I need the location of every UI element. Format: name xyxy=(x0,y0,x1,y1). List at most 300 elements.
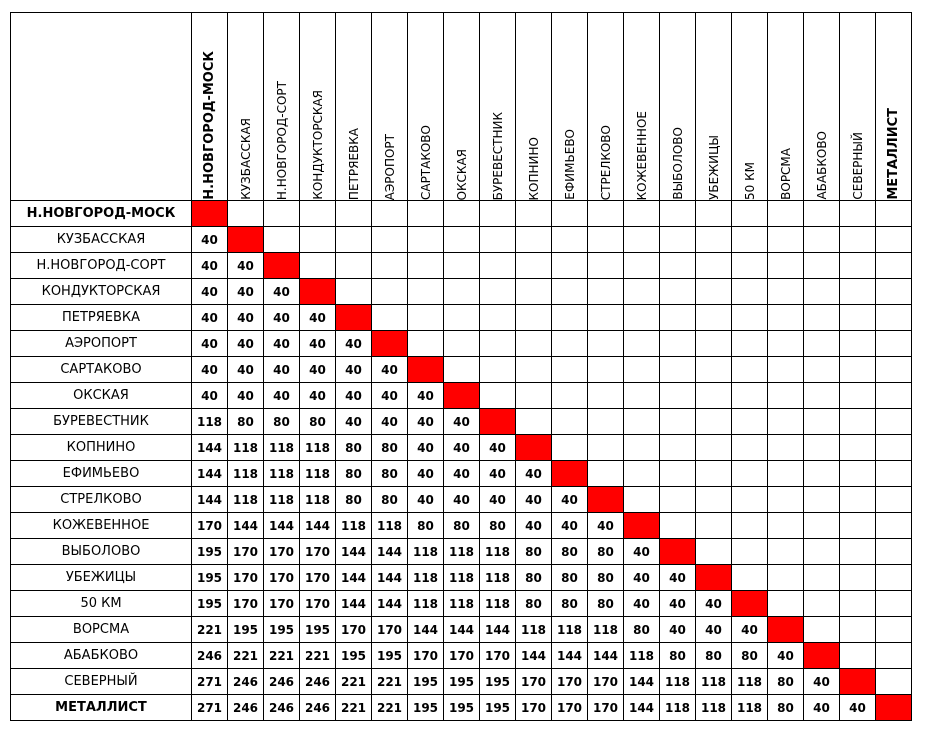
empty-cell xyxy=(696,201,732,227)
fare-cell: 246 xyxy=(264,669,300,695)
fare-cell: 118 xyxy=(516,617,552,643)
diagonal-cell xyxy=(480,409,516,435)
table-row xyxy=(11,227,912,253)
empty-cell xyxy=(876,305,912,331)
fare-cell: 144 xyxy=(192,461,228,487)
column-header-1 xyxy=(192,13,228,201)
fare-cell: 118 xyxy=(264,435,300,461)
fare-cell: 170 xyxy=(264,539,300,565)
empty-cell xyxy=(552,435,588,461)
fare-cell: 144 xyxy=(300,513,336,539)
fare-cell: 80 xyxy=(372,461,408,487)
fare-cell: 170 xyxy=(372,617,408,643)
fare-cell: 118 xyxy=(660,669,696,695)
empty-cell xyxy=(660,279,696,305)
diagonal-cell xyxy=(696,565,732,591)
empty-cell xyxy=(732,565,768,591)
column-header-label: БУРЕВЕСТНИК xyxy=(490,111,505,200)
empty-cell xyxy=(228,201,264,227)
empty-cell xyxy=(732,539,768,565)
empty-cell xyxy=(804,617,840,643)
empty-cell xyxy=(768,487,804,513)
fare-cell: 144 xyxy=(516,643,552,669)
table-row xyxy=(11,487,912,513)
fare-cell: 40 xyxy=(228,331,264,357)
fare-cell: 144 xyxy=(624,695,660,721)
empty-cell xyxy=(768,461,804,487)
empty-cell xyxy=(804,227,840,253)
fare-cell: 80 xyxy=(624,617,660,643)
empty-cell xyxy=(480,383,516,409)
diagonal-cell xyxy=(804,643,840,669)
column-header-label: ВОРСМА xyxy=(778,148,793,200)
empty-cell xyxy=(624,409,660,435)
empty-cell xyxy=(876,201,912,227)
diagonal-cell xyxy=(408,357,444,383)
empty-cell xyxy=(660,201,696,227)
empty-cell xyxy=(768,513,804,539)
empty-cell xyxy=(552,227,588,253)
empty-cell xyxy=(516,331,552,357)
fare-cell: 118 xyxy=(552,617,588,643)
empty-cell xyxy=(552,201,588,227)
fare-cell: 40 xyxy=(228,279,264,305)
fare-cell: 246 xyxy=(228,695,264,721)
fare-cell: 80 xyxy=(336,435,372,461)
row-header-label: ВЫБОЛОВО xyxy=(11,539,192,565)
empty-cell xyxy=(804,409,840,435)
empty-cell xyxy=(696,435,732,461)
fare-cell: 80 xyxy=(588,591,624,617)
fare-cell: 144 xyxy=(192,435,228,461)
row-header-label: Н.НОВГОРОД-МОСК xyxy=(11,201,192,227)
column-header-label: МЕТАЛЛИСТ xyxy=(886,108,901,200)
column-header-13 xyxy=(624,13,660,201)
fare-cell: 195 xyxy=(300,617,336,643)
diagonal-cell xyxy=(768,617,804,643)
empty-cell xyxy=(768,383,804,409)
table-row xyxy=(11,695,912,721)
empty-cell xyxy=(480,279,516,305)
fare-cell: 246 xyxy=(228,669,264,695)
empty-cell xyxy=(444,279,480,305)
diagonal-cell xyxy=(264,253,300,279)
fare-cell: 40 xyxy=(444,435,480,461)
empty-cell xyxy=(696,409,732,435)
row-header-label: ПЕТРЯЕВКА xyxy=(11,305,192,331)
column-header-14 xyxy=(660,13,696,201)
fare-cell: 40 xyxy=(480,461,516,487)
diagonal-cell xyxy=(552,461,588,487)
fare-cell: 40 xyxy=(696,591,732,617)
empty-cell xyxy=(804,565,840,591)
fare-cell: 40 xyxy=(228,253,264,279)
empty-cell xyxy=(372,253,408,279)
empty-cell xyxy=(768,539,804,565)
column-header-5 xyxy=(336,13,372,201)
fare-cell: 118 xyxy=(444,539,480,565)
empty-cell xyxy=(336,201,372,227)
fare-cell: 80 xyxy=(660,643,696,669)
empty-cell xyxy=(588,227,624,253)
fare-cell: 40 xyxy=(264,331,300,357)
fare-cell: 170 xyxy=(336,617,372,643)
fare-cell: 246 xyxy=(192,643,228,669)
empty-cell xyxy=(840,409,876,435)
empty-cell xyxy=(696,331,732,357)
fare-cell: 80 xyxy=(768,695,804,721)
empty-cell xyxy=(552,409,588,435)
fare-cell: 118 xyxy=(588,617,624,643)
fare-cell: 40 xyxy=(840,695,876,721)
table-row xyxy=(11,565,912,591)
fare-cell: 40 xyxy=(660,617,696,643)
diagonal-cell xyxy=(300,279,336,305)
table-row xyxy=(11,461,912,487)
diagonal-cell xyxy=(840,669,876,695)
column-header-10 xyxy=(516,13,552,201)
row-header-label: КУЗБАССКАЯ xyxy=(11,227,192,253)
column-header-11 xyxy=(552,13,588,201)
empty-cell xyxy=(732,513,768,539)
empty-cell xyxy=(876,227,912,253)
empty-cell xyxy=(696,305,732,331)
empty-cell xyxy=(552,331,588,357)
fare-cell: 40 xyxy=(372,383,408,409)
column-header-label: ОКСКАЯ xyxy=(454,148,469,200)
row-header-label: КОЖЕВЕННОЕ xyxy=(11,513,192,539)
column-header-label: УБЕЖИЦЫ xyxy=(706,135,721,200)
empty-cell xyxy=(588,435,624,461)
fare-cell: 144 xyxy=(408,617,444,643)
empty-cell xyxy=(660,383,696,409)
table-row xyxy=(11,357,912,383)
diagonal-cell xyxy=(876,695,912,721)
fare-cell: 40 xyxy=(192,305,228,331)
fare-cell: 144 xyxy=(444,617,480,643)
empty-cell xyxy=(804,279,840,305)
fare-cell: 144 xyxy=(372,591,408,617)
fare-cell: 144 xyxy=(336,591,372,617)
fare-cell: 221 xyxy=(336,695,372,721)
empty-cell xyxy=(372,227,408,253)
column-header-8 xyxy=(444,13,480,201)
fare-cell: 271 xyxy=(192,669,228,695)
empty-cell xyxy=(444,201,480,227)
empty-cell xyxy=(768,331,804,357)
fare-cell: 40 xyxy=(300,331,336,357)
empty-cell xyxy=(336,253,372,279)
fare-cell: 40 xyxy=(516,487,552,513)
column-header-16 xyxy=(732,13,768,201)
fare-cell: 118 xyxy=(372,513,408,539)
column-header-label: АБАБКОВО xyxy=(814,131,829,200)
empty-cell xyxy=(840,305,876,331)
empty-cell xyxy=(732,331,768,357)
fare-cell: 170 xyxy=(516,695,552,721)
fare-cell: 195 xyxy=(264,617,300,643)
fare-cell: 40 xyxy=(336,383,372,409)
empty-cell xyxy=(876,487,912,513)
empty-cell xyxy=(624,253,660,279)
fare-cell: 40 xyxy=(408,487,444,513)
diagonal-cell xyxy=(732,591,768,617)
fare-cell: 170 xyxy=(552,695,588,721)
empty-cell xyxy=(516,227,552,253)
fare-cell: 144 xyxy=(588,643,624,669)
empty-cell xyxy=(624,279,660,305)
empty-cell xyxy=(696,227,732,253)
empty-cell xyxy=(840,487,876,513)
fare-cell: 80 xyxy=(732,643,768,669)
fare-cell: 195 xyxy=(444,695,480,721)
empty-cell xyxy=(588,409,624,435)
column-header-6 xyxy=(372,13,408,201)
fare-cell: 80 xyxy=(552,565,588,591)
empty-cell xyxy=(264,227,300,253)
empty-cell xyxy=(732,305,768,331)
fare-cell: 40 xyxy=(804,669,840,695)
empty-cell xyxy=(876,357,912,383)
fare-cell: 118 xyxy=(264,461,300,487)
fare-cell: 170 xyxy=(192,513,228,539)
empty-cell xyxy=(768,357,804,383)
empty-cell xyxy=(840,513,876,539)
empty-cell xyxy=(804,331,840,357)
empty-cell xyxy=(660,487,696,513)
empty-cell xyxy=(444,305,480,331)
fare-cell: 40 xyxy=(444,461,480,487)
row-header-label: КОПНИНО xyxy=(11,435,192,461)
fare-cell: 40 xyxy=(408,435,444,461)
fare-cell: 118 xyxy=(732,669,768,695)
empty-cell xyxy=(840,201,876,227)
empty-cell xyxy=(840,331,876,357)
column-header-19 xyxy=(840,13,876,201)
empty-cell xyxy=(408,331,444,357)
empty-cell xyxy=(480,305,516,331)
empty-cell xyxy=(480,331,516,357)
column-header-label: СТРЕЛКОВО xyxy=(598,124,613,200)
empty-cell xyxy=(624,331,660,357)
column-header-18 xyxy=(804,13,840,201)
fare-cell: 144 xyxy=(480,617,516,643)
empty-cell xyxy=(408,305,444,331)
fare-cell: 80 xyxy=(264,409,300,435)
fare-cell: 80 xyxy=(336,487,372,513)
fare-cell: 40 xyxy=(552,513,588,539)
table-row xyxy=(11,591,912,617)
fare-cell: 40 xyxy=(192,383,228,409)
fare-cell: 118 xyxy=(696,669,732,695)
empty-cell xyxy=(876,331,912,357)
fare-cell: 40 xyxy=(372,357,408,383)
fare-cell: 144 xyxy=(372,565,408,591)
empty-cell xyxy=(480,357,516,383)
empty-cell xyxy=(876,669,912,695)
fare-cell: 40 xyxy=(228,383,264,409)
empty-cell xyxy=(840,643,876,669)
empty-cell xyxy=(300,227,336,253)
fare-cell: 195 xyxy=(372,643,408,669)
fare-cell: 80 xyxy=(444,513,480,539)
empty-cell xyxy=(768,227,804,253)
empty-cell xyxy=(876,461,912,487)
empty-cell xyxy=(336,227,372,253)
table-row xyxy=(11,669,912,695)
empty-cell xyxy=(732,253,768,279)
fare-cell: 170 xyxy=(300,565,336,591)
fare-cell: 221 xyxy=(192,617,228,643)
empty-cell xyxy=(624,357,660,383)
fare-cell: 195 xyxy=(408,669,444,695)
diagonal-cell xyxy=(516,435,552,461)
empty-cell xyxy=(408,227,444,253)
fare-cell: 118 xyxy=(444,591,480,617)
empty-cell xyxy=(588,357,624,383)
empty-cell xyxy=(660,513,696,539)
fare-cell: 40 xyxy=(264,357,300,383)
empty-cell xyxy=(768,565,804,591)
empty-cell xyxy=(336,279,372,305)
fare-cell: 195 xyxy=(408,695,444,721)
fare-cell: 80 xyxy=(372,435,408,461)
empty-cell xyxy=(732,227,768,253)
empty-cell xyxy=(264,201,300,227)
empty-cell xyxy=(768,279,804,305)
column-header-9 xyxy=(480,13,516,201)
empty-cell xyxy=(552,279,588,305)
fare-cell: 80 xyxy=(300,409,336,435)
fare-cell: 170 xyxy=(408,643,444,669)
diagonal-cell xyxy=(588,487,624,513)
empty-cell xyxy=(660,253,696,279)
column-header-label: КОПНИНО xyxy=(526,136,541,200)
empty-cell xyxy=(516,409,552,435)
fare-cell: 221 xyxy=(336,669,372,695)
empty-cell xyxy=(876,383,912,409)
row-header-label: СЕВЕРНЫЙ xyxy=(11,669,192,695)
fare-cell: 271 xyxy=(192,695,228,721)
fare-cell: 40 xyxy=(444,409,480,435)
column-header-label: КУЗБАССКАЯ xyxy=(238,118,253,200)
column-header-label: 50 КМ xyxy=(742,162,757,200)
fare-cell: 40 xyxy=(408,461,444,487)
empty-cell xyxy=(840,539,876,565)
fare-cell: 118 xyxy=(444,565,480,591)
fare-cell: 40 xyxy=(408,383,444,409)
column-header-label: ВЫБОЛОВО xyxy=(670,127,685,200)
fare-cell: 80 xyxy=(372,487,408,513)
column-header-label: КОНДУКТОРСКАЯ xyxy=(310,90,325,200)
row-header-label: КОНДУКТОРСКАЯ xyxy=(11,279,192,305)
empty-cell xyxy=(408,253,444,279)
fare-cell: 170 xyxy=(264,591,300,617)
empty-cell xyxy=(840,253,876,279)
fare-cell: 118 xyxy=(480,565,516,591)
fare-cell: 80 xyxy=(552,591,588,617)
column-header-7 xyxy=(408,13,444,201)
column-header-15 xyxy=(696,13,732,201)
empty-cell xyxy=(588,305,624,331)
fare-cell: 221 xyxy=(264,643,300,669)
column-header-20 xyxy=(876,13,912,201)
fare-cell: 170 xyxy=(516,669,552,695)
empty-cell xyxy=(876,643,912,669)
empty-cell xyxy=(840,591,876,617)
table-row xyxy=(11,513,912,539)
table-row xyxy=(11,617,912,643)
diagonal-cell xyxy=(444,383,480,409)
column-header-label: АЭРОПОРТ xyxy=(382,133,397,200)
fare-cell: 80 xyxy=(588,565,624,591)
empty-cell xyxy=(624,227,660,253)
row-header-label: БУРЕВЕСТНИК xyxy=(11,409,192,435)
table-row xyxy=(11,201,912,227)
column-header-label: Н.НОВГОРОД-СОРТ xyxy=(274,80,289,200)
fare-cell: 144 xyxy=(372,539,408,565)
fare-cell: 118 xyxy=(408,539,444,565)
fare-cell: 40 xyxy=(516,513,552,539)
fare-cell: 195 xyxy=(192,539,228,565)
empty-cell xyxy=(480,253,516,279)
fare-cell: 40 xyxy=(192,253,228,279)
empty-cell xyxy=(768,201,804,227)
fare-cell: 80 xyxy=(588,539,624,565)
empty-cell xyxy=(660,461,696,487)
empty-cell xyxy=(768,435,804,461)
fare-cell: 40 xyxy=(264,383,300,409)
fare-cell: 40 xyxy=(732,617,768,643)
fare-cell: 80 xyxy=(696,643,732,669)
fare-cell: 40 xyxy=(624,565,660,591)
row-header-label: АЭРОПОРТ xyxy=(11,331,192,357)
fare-cell: 118 xyxy=(624,643,660,669)
fare-cell: 221 xyxy=(372,669,408,695)
empty-cell xyxy=(372,305,408,331)
fare-cell: 40 xyxy=(480,487,516,513)
fare-cell: 80 xyxy=(552,539,588,565)
row-header-label: ЕФИМЬЕВО xyxy=(11,461,192,487)
row-header-label: 50 КМ xyxy=(11,591,192,617)
empty-cell xyxy=(840,357,876,383)
row-header-label: САРТАКОВО xyxy=(11,357,192,383)
empty-cell xyxy=(552,383,588,409)
fare-cell: 170 xyxy=(588,669,624,695)
empty-cell xyxy=(768,409,804,435)
fare-cell: 246 xyxy=(300,695,336,721)
empty-cell xyxy=(696,279,732,305)
fare-cell: 40 xyxy=(336,331,372,357)
fare-cell: 195 xyxy=(444,669,480,695)
empty-cell xyxy=(768,253,804,279)
column-header-label: ПЕТРЯЕВКА xyxy=(346,127,361,200)
fare-cell: 80 xyxy=(516,565,552,591)
fare-cell: 118 xyxy=(300,487,336,513)
empty-cell xyxy=(840,383,876,409)
empty-cell xyxy=(804,435,840,461)
fare-cell: 118 xyxy=(732,695,768,721)
column-header-label: СЕВЕРНЫЙ xyxy=(850,132,865,200)
empty-cell xyxy=(408,279,444,305)
empty-cell xyxy=(732,435,768,461)
empty-cell xyxy=(588,279,624,305)
fare-cell: 40 xyxy=(372,409,408,435)
diagonal-cell xyxy=(192,201,228,227)
fare-cell: 170 xyxy=(228,591,264,617)
empty-cell xyxy=(624,487,660,513)
empty-cell xyxy=(876,539,912,565)
